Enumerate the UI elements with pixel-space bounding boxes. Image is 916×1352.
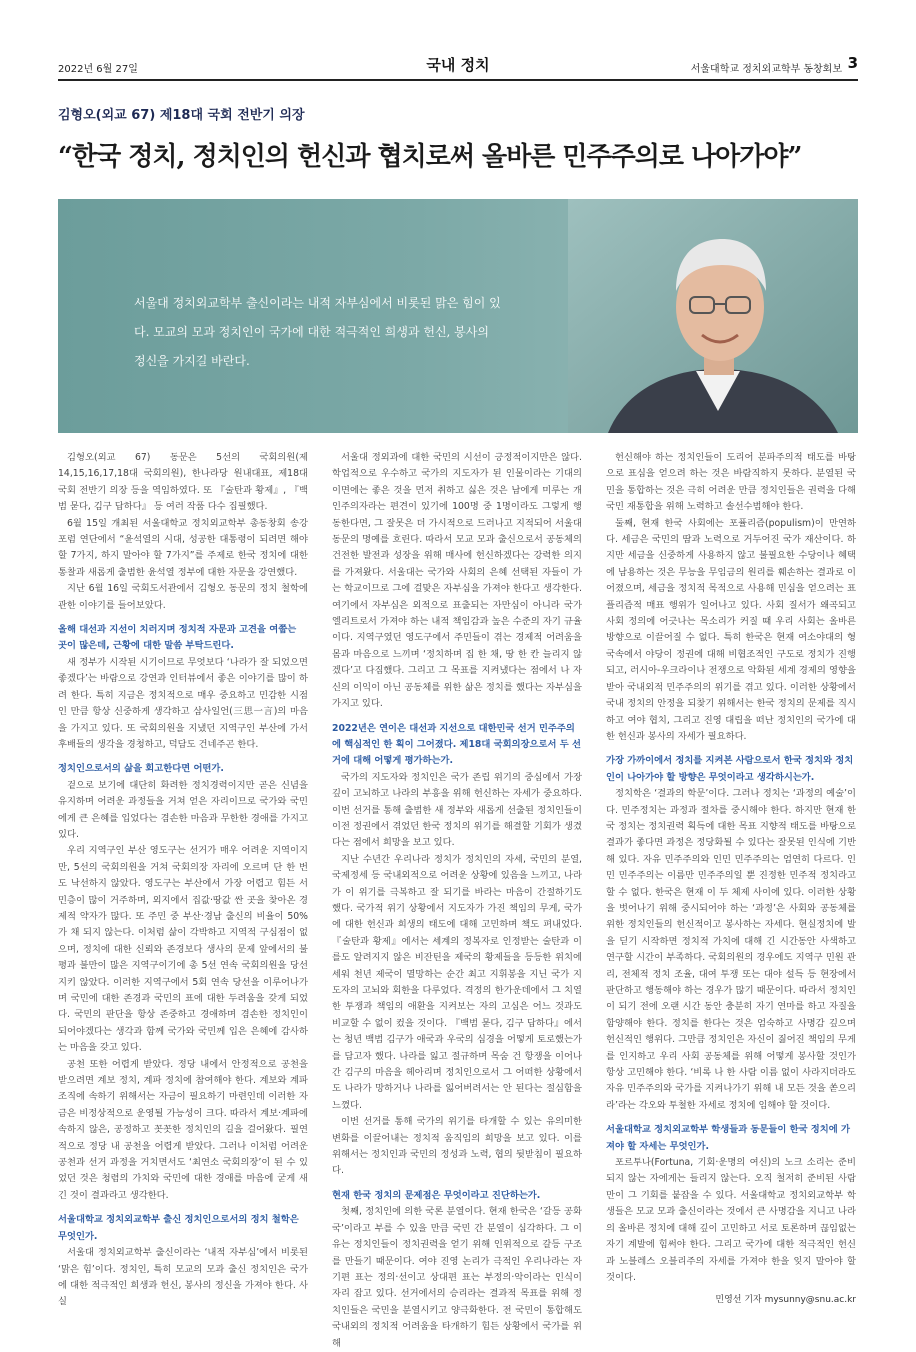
paragraph: 겉으로 보기에 대단히 화려한 정치경력이지만 곧은 신념을 유지하며 어려운 과정들을 거쳐 얻은 자리이므로 국가와 국민에게 큰 은혜를 입었다는 겸손한 마음과 무한한 경애를 가지고 있다. [58,779,308,840]
reporter-byline: 민영선 기자 mysunny@snu.ac.kr [715,1295,856,1306]
quote-banner [58,199,858,433]
article-headline: “한국 정치, 정치인의 헌신과 협치로써 올바른 민주주의로 나아가야” [58,142,802,172]
question-heading: 서울대학교 정치외교학부 학생들과 동문들이 한국 정치에 가져야 할 자세는 무엇인가. [606,1124,850,1152]
paragraph: 김형오(외교 67) 동문은 5선의 국회의원(제14,15,16,17,18대 국회의원), 한나라당 원내대표, 제18대 국회 전반기 의장 등을 역임하였다. 또 『술탄과 황제』, 『백범 묻다, 김구 답하다』 등 여러 작품 다수 집필했다. [58,452,308,513]
column-1 [58,450,308,1311]
paragraph: 새 정부가 시작된 시기이므로 무엇보다 ‘나라가 잘 되었으면 좋겠다’는 바람으로 강연과 인터뷰에서 좋은 이야기를 많이 하려 한다. 특히 지금은 정치적으로 매우 중요하고 민감한 시점인 만큼 항상 신중하게 생각하고 삼사일언(三思一言)의 마음을 가지고 있다. 또 국회의원을 지냈던 지역구인 부산에 가서 후배들의 생각을 경청하고, 덕담도 건네주곤 한다. [58,656,308,750]
paragraph: 헌신해야 하는 정치인들이 도리어 분파주의적 태도를 바탕으로 표심을 얻으려 하는 것은 바람직하지 못하다. 분열된 국민을 통합하는 것은 극히 어려운 만큼 정치인들은 권력을 다해 국민 재통합을 위해 노력하고 솔선수범해야 한다. [606,452,856,513]
paragraph: 포르투나(Fortuna, 기회·운명의 여신)의 노크 소리는 준비되지 않는 자에게는 들리지 않는다. 오직 철저히 준비된 사람만이 그 기회를 붙잡을 수 있다. 서울대학교 정치외교학부 학생들은 모교 모과 출신이라는 것에서 큰 사명감을 지니고 나라의 올바른 정치에 대해 깊이 고민하고 서로 토론하며 끊임없는 자기 계발에 힘써야 한다. 그리고 국가에 대한 적극적인 헌신과 노블레스 오블리주의 자세를 가져야 한을 잊지 말아야 할 것이다. [606,1157,856,1283]
paragraph: 서울대 정외과에 대한 국민의 시선이 긍정적이지만은 않다. 학업적으로 우수하고 국가의 지도자가 된 인물이라는 기대의 이면에는 좋은 것을 먼저 취하고 싫은 것은 남에게 미루는 개인주의자라는 편견이 있기에 100명 중 1명이라도 그렇게 행동한다면, 그 잘못은 더 가시적으로 드러나고 지적되어 서울대 동문의 명예를 흐린다. 따라서 모교 모과 출신으로서 공동체의 건전한 발전과 성장을 위해 매사에 헌신하겠다는 강력한 의지를 가져왔다. 서울대는 국가와 사회의 은혜 선택된 자들이 가는 학교이므로 그에 걸맞은 자부심을 가져야 한다고 생각한다. 여기에서 자부심은 외적으로 표출되는 자만심이 아니라 국가 엘리트로서 가져야 하는 내적 책임감과 높은 수준의 자기 규율이다. 지역구였던 영도구에서 주민들이 겪는 경제적 어려움을 몸과 마음으로 느끼며 ‘정치하며 집 한 채, 땅 한 칸 늘리지 않겠다’고 다짐했다. 그리고 그 목표를 지켜냈다는 점에서 나 자신의 이익이 아닌 공동체를 위한 삶은 정치를 했다는 자부심을 가지고 있다. [332,452,582,710]
question-heading: 올해 대선과 지선이 치러지며 정치적 자문과 고견을 여쭙는 곳이 많은데, 근황에 대한 말씀 부탁드린다. [58,624,297,652]
paragraph: 공천 또한 어렵게 받았다. 정당 내에서 안정적으로 공천을 받으려면 계보 정치, 계파 정치에 참여해야 한다. 계보와 계파 조직에 속하기 위해서는 자금이 필요하기 마련인데 이러한 자금은 비정상적으로 운영될 가능성이 크다. 따라서 계보·계파에 속하지 않은, 공정하고 꼿꼿한 정치인의 길을 걸어왔다. 필연적으로 정당 내 공천을 어렵게 받았다. 그러나 이처럼 어려운 공천과 선거 과정을 거치면서도 ‘최연소 국회의장’이 된 수 있었던 것은 청렴의 가치와 국민에 대한 경애를 마음에 굳게 새긴 것이 결과라고 생각한다. [58,1058,308,1201]
pull-quote: 서울대 정치외교학부 출신이라는 내적 자부심에서 비롯된 맑은 힘이 있다. 모교의 모과 정치인이 국가에 대한 적극적인 희생과 헌신, 봉사의 정신을 가지길 바란다. [134,296,501,368]
question-heading: 현재 한국 정치의 문제점은 무엇이라고 진단하는가. [332,1189,541,1201]
question-heading: 정치인으로서의 삶을 회고한다면 어떤가. [58,763,224,775]
article-kicker: 김형오(외교 67) 제18대 국회 전반기 의장 [58,108,305,123]
header-rule [58,79,858,81]
column-2 [332,450,582,1352]
column-3 [606,450,856,1309]
question-heading: 서울대학교 정치외교학부 출신 정치인으로서의 정치 철학은 무엇인가. [58,1214,299,1242]
paragraph: 정치학은 ‘결과의 학문’이다. 그러나 정치는 ‘과정의 예술’이다. 민주정치는 과정과 절차를 중시해야 한다. 하지만 현재 한국 정치는 정치권력 획득에 대한 목표 지향적 태도를 바탕으로 결과가 좋다면 과정은 정당화될 수 있다는 잘못된 인식에 기반해 있다. 자유 민주주의와 인민 민주주의는 엄연히 다르다. 인민 민주주의는 이름만 민주주의일 뿐 진정한 민주적 정치라고 할 수 없다. 한국은 현재 이 두 체제 사이에 있다. 이러한 상황을 벗어나기 위해 중시되어야 하는 ‘과정’은 사회와 공동체를 위한 정치인들의 헌신적이고 봉사하는 자세다. 현실정치에 발을 딛기 시작하면 정치적 가치에 대해 긴 시간동안 사색하고 연구할 시간이 부족하다. 국회의원의 경우에도 지역구 민원 관리, 전체적 정치 조율, 대여 투쟁 또는 대야 설득 등 현장에서 판단하고 행동해야 하는 경우가 많기 때문이다. 따라서 정치인이 되기 전에 오랜 시간 동안 충분히 자기 연마를 하고 자질을 함양해야 한다. 정치를 한다는 것은 엄숙하고 사명감 깊으며 헌신적인 행위다. 그만큼 정치인은 자신이 짊어진 책임의 무게를 인지하고 우리 사회 공동체를 위해 어떻게 봉사할 것인가 항상 고민해야 한다. ‘비록 나 한 사람 이름 없이 사라지더라도 자유 민주주의와 국가를 지켜나가기 위해 내 모든 것을 쏟으리라’라는 각오와 투철한 자세로 정치에 임해야 할 것이다. [606,788,856,1111]
publication-name: 서울대학교 정치외교학부 동창회보 [690,64,842,75]
paragraph: 서울대 정치외교학부 출신이라는 ‘내적 자부심’에서 비롯된 ‘맑은 힘’이다. 정치인, 특히 모교의 모과 출신 정치인은 국가에 대한 적극적인 희생과 헌신, 봉사의 정신을 가져야 한다. 사실 [58,1247,308,1308]
section-title: 국내 정치 [426,56,490,74]
page-number: 3 [847,54,858,72]
question-heading: 가장 가까이에서 정치를 지켜본 사람으로서 한국 정치와 정치인이 나아가야 할 방향은 무엇이라고 생각하시는가. [606,755,854,783]
article-body [58,450,858,1349]
paragraph: 국가의 지도자와 정치인은 국가 존립 위기의 중심에서 가장 깊이 고뇌하고 나라의 부흥을 위해 헌신하는 자세가 중요하다. 이번 선거를 통해 출범한 새 정부와 새롭게 선출된 정치인들이 이전 정권에서 겪었던 한국 정치의 위기를 해결할 기회가 생겼다는 점에서 희망을 보고 있다. [332,771,582,849]
page-header [58,52,858,78]
paragraph: 첫째, 정치인에 의한 국론 분열이다. 현재 한국은 ‘갈등 공화국’이라고 부를 수 있을 만큼 국민 간 분열이 심각하다. 그 이유는 정치인들이 정치권력을 얻기 위해 인위적으로 갈등 구조를 만들기 때문이다. 여야 진영 논리가 극적인 우리나라는 자기편 표는 정의·선이고 상대편 표는 부정의·악이라는 인식이 자리 잡고 있다. 선거에서의 승리라는 결과적 목표를 위해 정치인들은 국민을 분열시키고 양극화한다. 전 국민이 통합해도 국내외의 정치적 어려움을 타개하기 힘든 상황에서 국가를 위해 [332,1206,582,1349]
paragraph: 우리 지역구인 부산 영도구는 선거가 매우 어려운 지역이지만, 5선의 국회의원을 거쳐 국회의장 자리에 오르며 단 한 번도 낙선하지 않았다. 영도구는 부산에서 가장 어렵고 힘든 서민층이 많이 거주하며, 외지에서 집값·땅값 싼 곳을 찾아온 경제적 약자가 많다. 또 주민 중 부산·경남 출신의 비율이 50%가 채 되지 않는다. 이처럼 삶이 각박하고 지역적 구심점이 없으며, 정치에 대한 신뢰와 존경보다 생사의 문제 앞에서의 불평과 불만이 많은 지역구이기에 총 5선 연속 국회의원을 당선지키 않았다. 이러한 지역구에서 5회 연속 당선을 이루어나가며 국민에 대한 존경과 국민의 표에 대한 두려움을 갖게 되었다. 국민의 판단을 항상 존중하고 경애하며 겸손한 정치인이 되어야겠다는 생각과 함께 국가와 국민께 입은 은혜에 감사하는 마음을 갖고 있다. [58,845,308,1054]
issue-date: 2022년 6월 27일 [58,64,138,75]
paragraph: 둘째, 현재 한국 사회에는 포퓰리즘(populism)이 만연하다. 세금은 국민의 땀과 노력으로 거두어진 국가 재산이다. 하지만 세금을 신중하게 사용하지 않고 불필요한 수당이나 혜택에 남용하는 것은 무능을 무임금의 원리를 훼손하는 결과로 이어졌으며, 세금을 정치적 목적으로 사용해 민심을 얻으려는 표플리즘적 매표 행위가 일어나고 있다. 사회 질서가 왜곡되고 사회 정의에 어긋나는 목소리가 커질 때 우리 사회는 올바른 방향으로 이끌어질 수 없다. 특히 한국은 현재 여소야대의 형국속에서 야당이 정권에 대해 비협조적인 구도로 정치가 진행되고, 러시아-우크라이나 전쟁으로 악화된 세계 경제의 영향을 받아 국내외적 민주주의의 위기를 겪고 있다. 이러한 상황에서 국내 정치의 안정을 되찾기 위해서는 한국 정치의 문제를 직시하고 여야 협치, 그리고 진영 대립을 떠난 정치인의 국가에 대한 헌신과 봉사의 자세가 필요하다. [606,517,856,742]
question-heading: 2022년은 연이은 대선과 지선으로 대한민국 선거 민주주의에 핵심적인 한 획이 그어졌다. 제18대 국회의장으로서 두 선거에 대해 어떻게 평가하는가. [332,722,581,767]
paragraph: 이번 선거를 통해 국가의 위기를 타개할 수 있는 유의미한 변화를 이끌어내는 정치적 움직임의 희망을 보고 있다. 이를 위해서는 정치인과 국민의 정성과 노력, 협의 뒷받침이 필요하다. [332,1116,582,1177]
paragraph: 지난 6월 16일 국회도서관에서 김형오 동문의 정치 철학에 관한 이야기를 들어보았다. [58,583,308,611]
interviewee-portrait [568,199,858,433]
paragraph: 지난 수년간 우리나라 정치가 정치인의 자세, 국민의 분열, 국제정세 등 국내외적으로 어려운 상황에 있음을 느끼고, 나라가 이 위기를 극복하고 잘 되기를 바라는 마음이 간절하기도 했다. 국가적 위기 상황에서 지도자가 가진 책임의 무게, 국가에 대한 헌신과 희생의 태도에 대해 고민하며 책도 펴내었다. 『술탄과 황제』에서는 세계의 정복자로 인정받는 술탄과 이를도 알려지지 않은 비잔틴을 제국의 황제들을 등등한 위치에 세워 천년 제국이 멸망하는 순간 최고 지휘봉을 지닌 국가 지도자의 고뇌와 회한을 다루었다. 격정의 한가운데에서 그 치열한 투쟁과 책임의 애환을 지켜보는 자의 고심은 어느 것과도 비교할 수 없이 컸을 것이다. 『백범 묻다, 김구 답하다』에서는 청년 백범 김구가 애국과 우국의 심경을 어떻게 토로했는가를 담고자 했다. 나라를 잃고 절규하며 목숨 건 항쟁을 이어나간 김구의 마음을 헤아리며 정치인으로서 그 어떠한 상황에서도 나라가 망하거나 나라를 잃어버려서는 안 된다는 절심함을 느꼈다. [332,853,582,1111]
paragraph: 6월 15일 개최된 서울대학교 정치외교학부 총동창회 송강포럼 연단에서 “윤석열의 시대, 성공한 대통령이 되려면 해야 할 7가지, 하지 말아야 할 7가지”를 주제로 한국 정치에 대한 통찰과 새롭게 출범한 윤석열 정부에 대한 자문을 강연했다. [58,517,308,578]
